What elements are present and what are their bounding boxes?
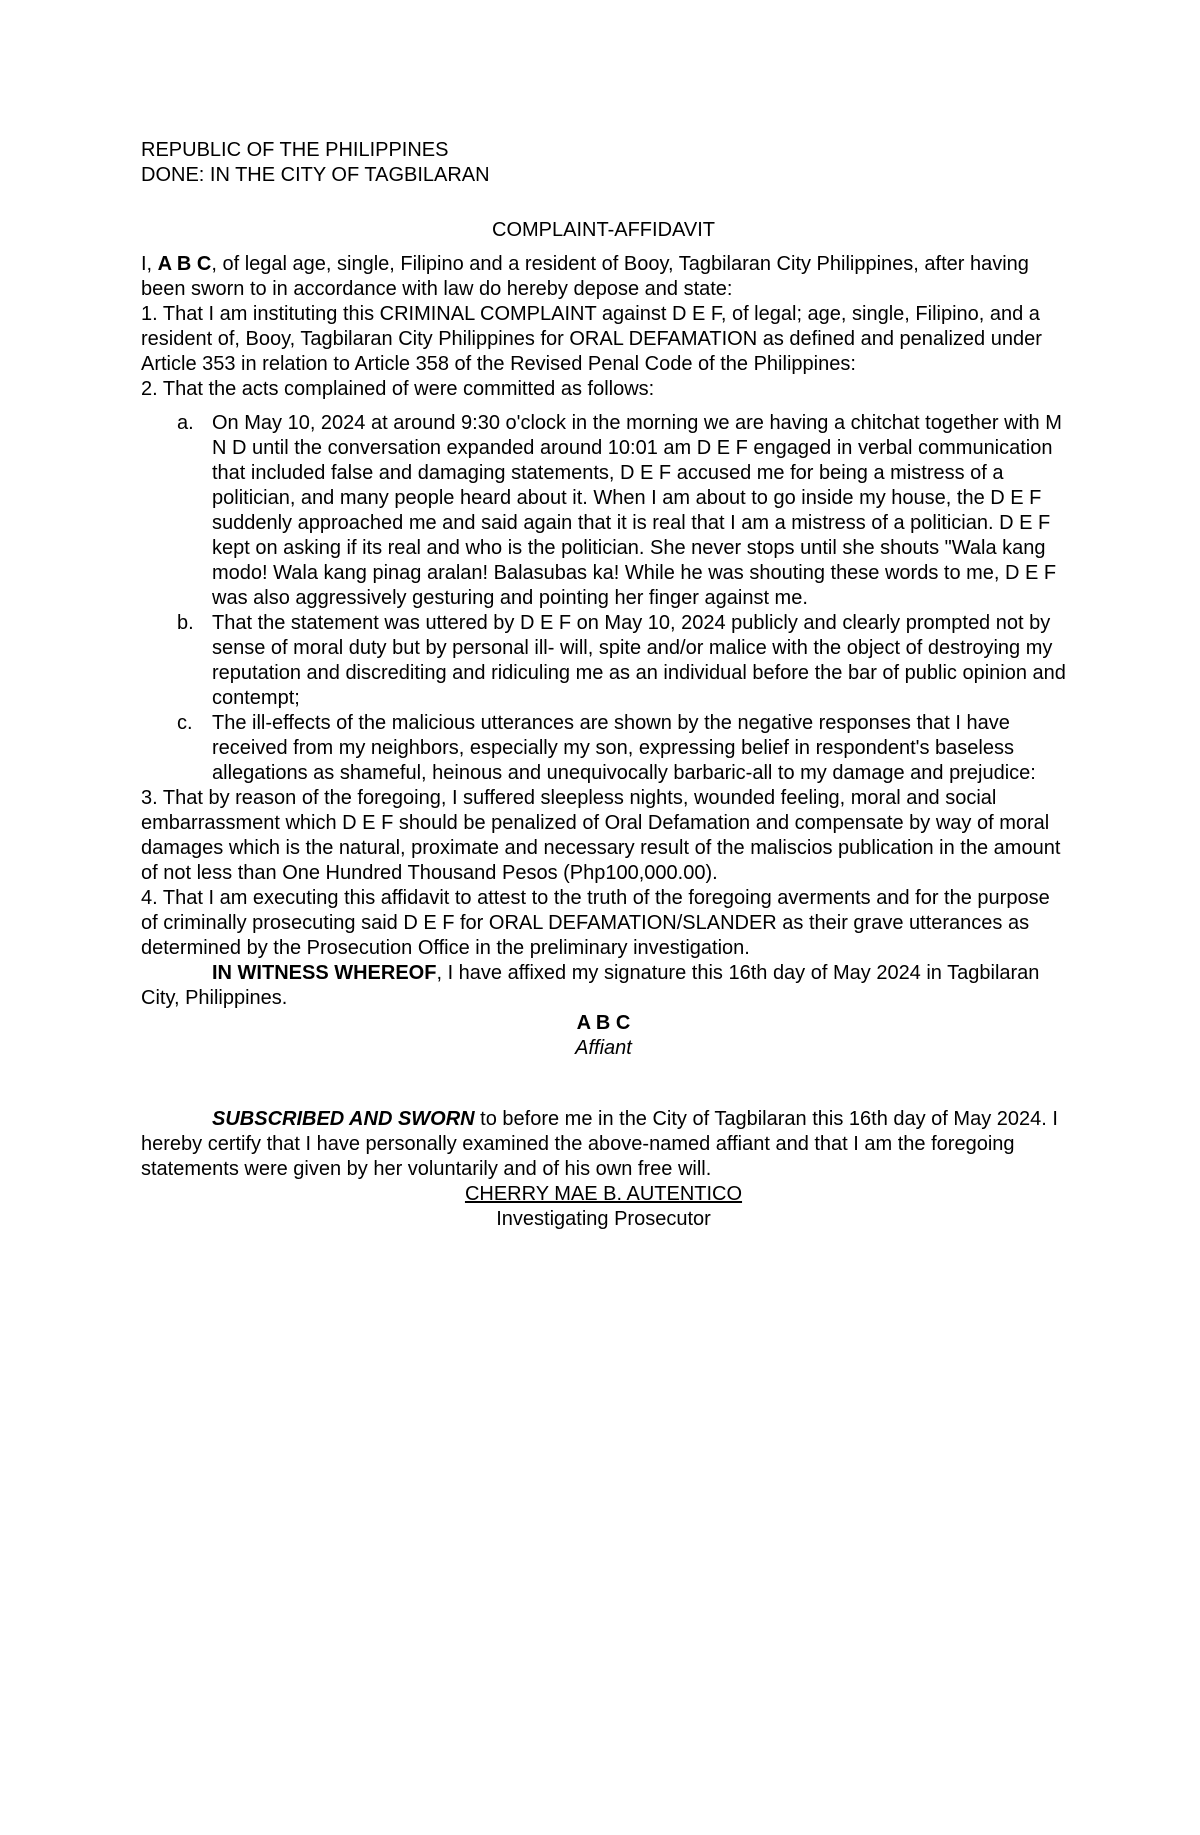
header-city: DONE: IN THE CITY OF TAGBILARAN <box>141 164 490 186</box>
jurat-rest: to before me in the City of Tagbilaran this 16th day of May 2024. I hereby certify that I have personally examined the above-named affiant and that I am the foregoing statements were given by her voluntarily and of his own free will. <box>141 1108 1058 1180</box>
paragraph-3: 3. That by reason of the foregoing, I suffered sleepless nights, wounded feeling, moral and social embarrassment which D E F should be penalized of Oral Defamation and compensate by way of moral damages which is the natural, proximate and necessary result of the maliscios publication in the amount of not less than One Hundred Thousand Pesos (Php100,000.00). <box>141 787 1061 884</box>
document-title: COMPLAINT-AFFIDAVIT <box>492 219 715 241</box>
paragraph-4: 4. That I am executing this affidavit to attest to the truth of the foregoing averments and for the purpose of criminally prosecuting said D E F for ORAL DEFAMATION/SLANDER as their grave utterances as determined by the Prosecution Office in the preliminary investigation. <box>141 887 1050 959</box>
act-marker-a: a. <box>177 412 194 434</box>
acts-list <box>141 411 1066 786</box>
prosecutor-role: Investigating Prosecutor <box>496 1208 711 1230</box>
act-text-b: That the statement was uttered by D E F on May 10, 2024 publicly and clearly prompted not by sense of moral duty but by personal ill- will, spite and/or malice with the object of destroying my reputation and discrediting and ridiculing me as an individual before the bar of public opinion and contempt; <box>212 612 1066 709</box>
document-page <box>141 138 1066 1232</box>
header-republic: REPUBLIC OF THE PHILIPPINES <box>141 139 449 161</box>
act-text-c: The ill-effects of the malicious utterances are shown by the negative responses that I have received from my neighbors, especially my son, expressing belief in respondent's baseless allegations as shameful, heinous and unequivocally barbaric-all to my damage and prejudice: <box>212 712 1036 784</box>
act-text-a: On May 10, 2024 at around 9:30 o'clock in the morning we are having a chitchat together with M N D until the conversation expanded around 10:01 am D E F engaged in verbal communication that included false and damaging statements, D E F accused me for being a mistress of a politician, and many people heard about it. When I am about to go inside my house, the D E F suddenly approached me and said again that it is real that I am a mistress of a politician. D E F kept on asking if its real and who is the politician. She never stops until she shouts "Wala kang modo! Wala kang pinag aralan! Balasubas ka! While he was shouting these words to me, D E F was also aggressively gesturing and pointing her finger against me. <box>212 412 1062 609</box>
intro-rest: , of legal age, single, Filipino and a resident of Booy, Tagbilaran City Philippines, after having been sworn to in accordance with law do hereby depose and state: <box>141 253 1029 300</box>
act-item-c <box>141 711 1066 786</box>
affiant-signature-role: Affiant <box>575 1037 632 1059</box>
affiant-name-inline: A B C <box>157 253 212 275</box>
intro-prefix: I, <box>141 253 158 275</box>
act-item-b <box>141 611 1066 711</box>
paragraph-1: 1. That I am instituting this CRIMINAL COMPLAINT against D E F, of legal; age, single, Filipino, and a resident of, Booy, Tagbilaran City Philippines for ORAL DEFAMATION as defined and penalized under Article 353 in relation to Article 358 of the Revised Penal Code of the Philippines: <box>141 303 1042 375</box>
prosecutor-name: CHERRY MAE B. AUTENTICO <box>464 1183 743 1205</box>
witness-rest: , I have affixed my signature this 16th day of May 2024 in Tagbilaran City, Philippines. <box>141 962 1040 1009</box>
jurat-paragraph <box>141 1107 1066 1182</box>
act-item-a <box>141 411 1066 611</box>
intro-paragraph <box>141 252 1066 302</box>
witness-paragraph <box>141 961 1066 1011</box>
paragraph-2: 2. That the acts complained of were committed as follows: <box>141 378 655 400</box>
witness-heading: IN WITNESS WHEREOF <box>212 962 437 984</box>
jurat-heading: SUBSCRIBED AND SWORN <box>212 1108 475 1130</box>
act-marker-c: c. <box>177 712 193 734</box>
affiant-signature-name: A B C <box>576 1012 631 1034</box>
act-marker-b: b. <box>177 612 194 634</box>
